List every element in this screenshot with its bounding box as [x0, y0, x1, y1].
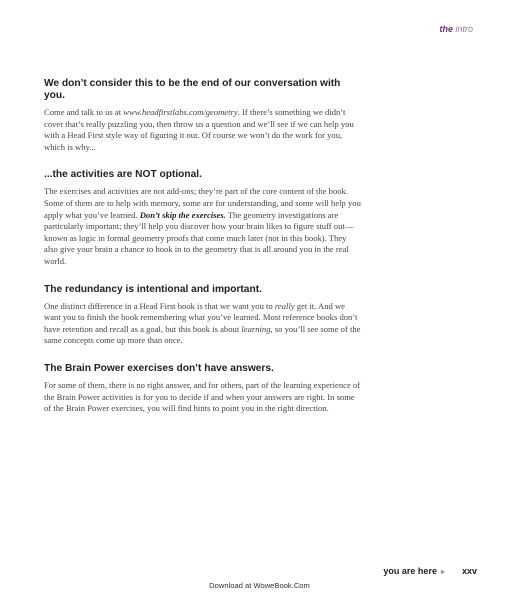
section-redundancy	[44, 284, 362, 347]
section-heading: The redundancy is intentional and important.	[44, 283, 262, 295]
text-run: . If there’s something we didn’t cover that’s really puzzling you, then throw us a question and we’ll see if we can help you with a Head First style way of figuring it out. Of course we won’t do the work for you, which is why...	[44, 107, 354, 152]
triangle-right-icon: ▸	[440, 566, 445, 576]
emphasis-text: Don’t skip the exercises.	[139, 209, 226, 220]
page-body	[44, 78, 362, 431]
section-brain-power	[44, 363, 362, 415]
page-footer	[383, 566, 477, 576]
text-run: One distinct difference in a Head First book is that we want you to	[44, 300, 275, 311]
website-link[interactable]: www.headfirstlabs.com/geometry	[123, 107, 238, 117]
section-heading: ...the activities are NOT optional.	[44, 169, 202, 181]
section-conversation	[44, 78, 362, 153]
running-head	[439, 24, 473, 34]
italic-text: really	[274, 300, 295, 311]
section-paragraph	[44, 380, 362, 415]
section-heading: We don’t consider this to be the end of our conversation with you.	[44, 78, 341, 101]
you-are-here-label: you are here	[383, 566, 437, 576]
text-run: , so you’ll see some of the same concepts come up more than once.	[44, 323, 361, 346]
section-paragraph	[44, 301, 362, 347]
text-run: Come and talk to us at	[44, 107, 124, 117]
section-heading: The Brain Power exercises don’t have answers.	[44, 362, 274, 374]
running-head-bold: the	[439, 24, 453, 34]
text-run: For some of them, there is no right answer, and for others, part of the learning experience of the Brain Power activities is for you to decide if and when your answers are right. In some of the Brain Power exercises, you will find hints to point you in the right direction.	[44, 379, 361, 414]
text-run: The exercises and activities are not add-ons; they’re part of the core content of the book. Some of them are to help with memory, some are for understanding, and some will help you apply what you’ve learned.	[44, 186, 361, 220]
italic-text: learning	[241, 323, 271, 334]
section-paragraph	[44, 186, 362, 267]
section-activities	[44, 169, 362, 267]
text-run: get it. And we want you to finish the book remembering what you’ve learned. Most reference books don’t have retention and recall as a goal, but this book is about	[44, 300, 358, 334]
page-number: xxv	[461, 566, 477, 576]
running-head-light: intro	[455, 24, 473, 34]
section-paragraph	[44, 107, 362, 153]
text-run: The geometry investigations are particularly important; they’ll help you discover how your brain likes to figure stuff out—known as logic in formal geometry proofs that come much later (not in this book). They also give your brain a chance to hook in to the geometry that is all around you in the real world.	[44, 209, 354, 266]
download-credit: Download at WoweBook.Com	[209, 581, 310, 590]
